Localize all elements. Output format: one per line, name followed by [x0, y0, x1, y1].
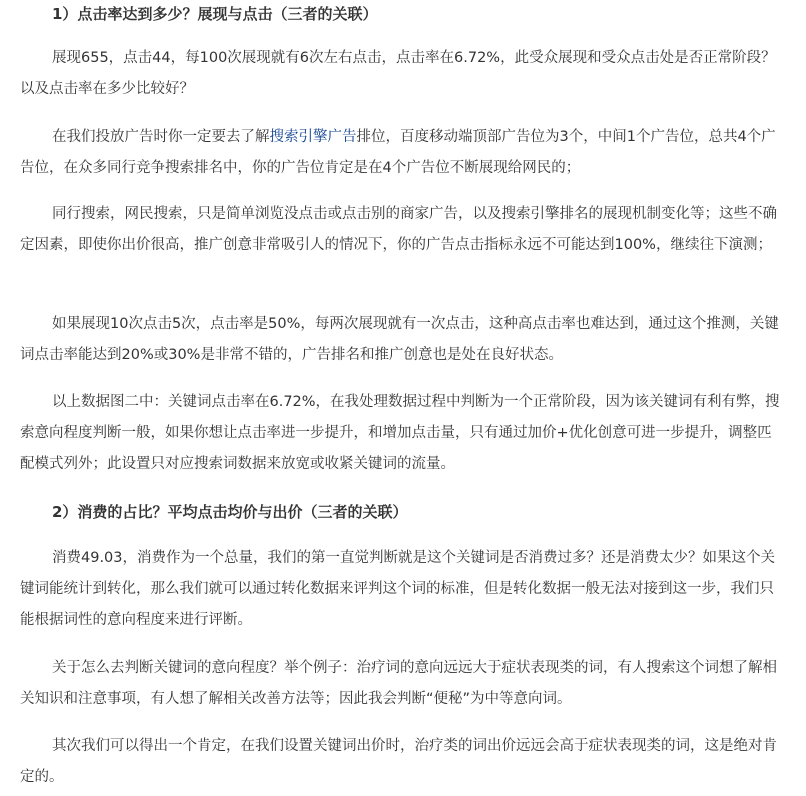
section-heading-spend: 2）消费的占比？平均点击均价与出价（三者的关联） — [52, 503, 408, 521]
paragraph-intent-judgement: 关于怎么去判断关键词的意向程度？举个例子：治疗词的意向远远大于症状表现类的词，有人搜索这个词想了解相关知识和注意事项，有人想了解相关改善方法等；因此我会判断“便秘”为中等意向词。 — [20, 660, 777, 707]
paragraph-impressions-clicks: 展现655，点击44，每100次展现就有6次左右点击，点击率在6.72%，此受众展现和受众点击处是否正常阶段？以及点击率在多少比较好？ — [20, 50, 776, 97]
paragraph-ctr-estimate: 如果展现10次点击5次，点击率是50%，每两次展现就有一次点击，这种高点击率也难达到，通过这个推测，关键词点击率能达到20%或30%是非常不错的，广告排名和推广创意也是处在良好状态。 — [20, 316, 779, 363]
paragraph-figure-analysis: 以上数据图二中：关键词点击率在6.72%，在我处理数据过程中判断为一个正常阶段，因为该关键词有利有弊，搜索意向程度判断一般，如果你想让点击率进一步提升，和增加点击量，只有通过加价+优化创意可进一步提升，调整匹配模式列外；此设置只对应搜索词数据来放宽或收紧关键词的流量。 — [20, 394, 780, 472]
paragraph-ad-positions — [20, 122, 786, 184]
paragraph-bid-conclusion: 其次我们可以得出一个肯定，在我们设置关键词出价时，治疗类的词出价远远会高于症状表现类的词，这是绝对肯定的。 — [20, 738, 777, 785]
paragraph-text: 在我们投放广告时你一定要去了解 — [52, 129, 270, 145]
paragraph-spend-total: 消费49.03，消费作为一个总量，我们的第一直觉判断就是这个关键词是否消费过多？还是消费太少？如果这个关键词能统计到转化，那么我们就可以通过转化数据来评判这个词的标准，但是转化数据一般无法对接到这一步，我们只能根据词性的意向程度来进行评断。 — [20, 550, 776, 628]
paragraph-text: 排位，百度移动端顶部广告位为3个，中间1个广告位，总共4个广告位，在众多同行竞争搜索排名中，你的广告位肯定是在4个广告位不断展现给网民的； — [20, 129, 776, 176]
section-heading-ctr: 1）点击率达到多少？展现与点击（三者的关联） — [52, 5, 378, 23]
search-engine-ads-link[interactable]: 搜索引擎广告 — [269, 129, 357, 145]
paragraph-uncertain-factors: 同行搜索，网民搜索，只是简单浏览没点击或点击别的商家广告，以及搜索引擎排名的展现机制变化等；这些不确定因素，即使你出价很高，推广创意非常吸引人的情况下，你的广告点击指标永远不可能达到100%，继续往下演测； — [20, 206, 777, 253]
